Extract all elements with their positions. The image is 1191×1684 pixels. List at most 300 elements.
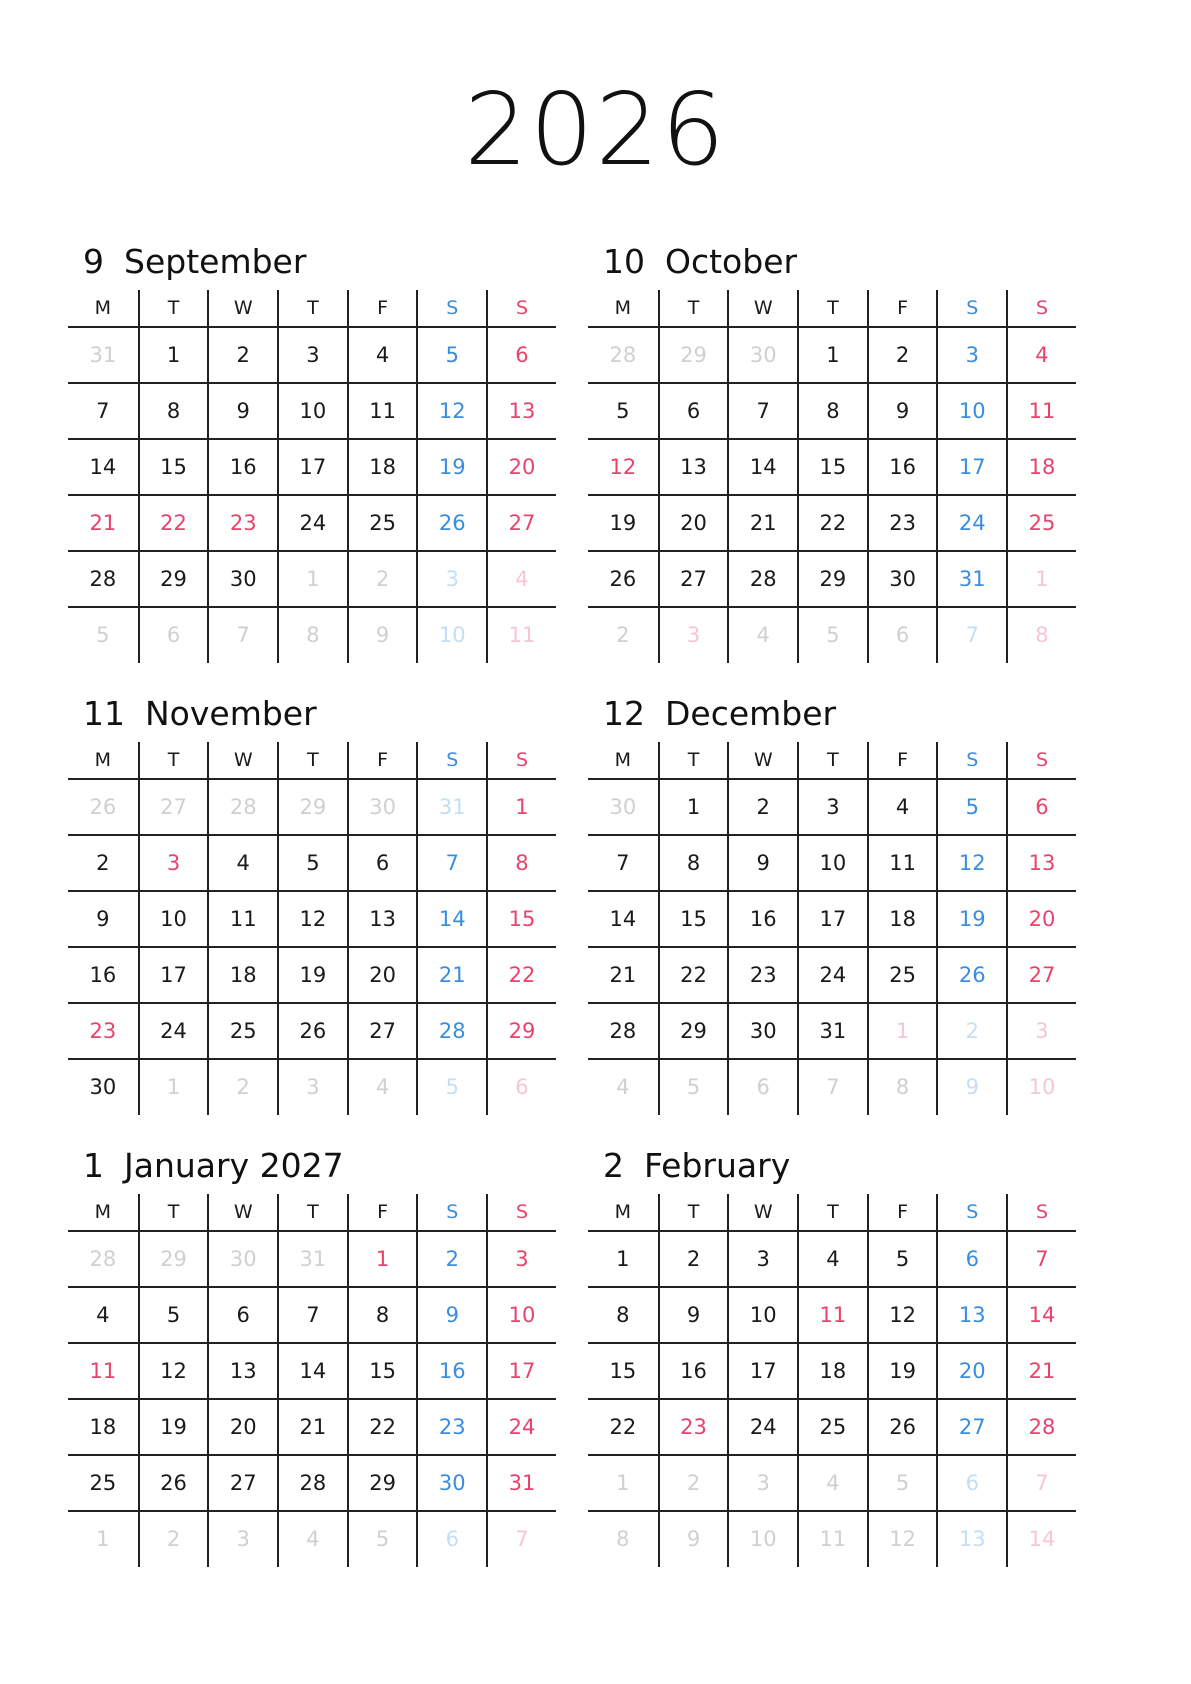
- day-cell: 17: [797, 892, 867, 946]
- day-cell: 4: [207, 836, 277, 890]
- day-cell: 14: [1006, 1288, 1076, 1342]
- week-row: [588, 496, 1076, 552]
- day-cell: 5: [867, 1456, 937, 1510]
- weekday-label: S: [486, 290, 556, 326]
- day-cell: 19: [277, 948, 347, 1002]
- day-cell: 23: [867, 496, 937, 550]
- day-cell: 31: [89, 343, 117, 367]
- day-cell: 12: [277, 892, 347, 946]
- day-cell: 2: [936, 1004, 1006, 1058]
- day-cell: 16: [89, 963, 117, 987]
- weekday-label: S: [936, 742, 1006, 778]
- week-row: [68, 1512, 556, 1567]
- day-cell: 12: [138, 1344, 208, 1398]
- weekday-label: S: [416, 1194, 486, 1230]
- day-cell: 1: [138, 328, 208, 382]
- day-cell: 7: [797, 1060, 867, 1115]
- day-cell: 4: [347, 1060, 417, 1115]
- day-cell: 30: [867, 552, 937, 606]
- day-cell: 22: [609, 1415, 637, 1439]
- calendar-grid: [588, 1194, 1076, 1567]
- weekday-label: F: [867, 290, 937, 326]
- day-cell: 10: [936, 384, 1006, 438]
- day-cell: 11: [89, 1359, 117, 1383]
- week-row: [588, 1400, 1076, 1456]
- day-cell: 6: [207, 1288, 277, 1342]
- day-cell: 26: [609, 567, 637, 591]
- day-cell: 22: [347, 1400, 417, 1454]
- day-cell: 29: [277, 780, 347, 834]
- weekday-label: T: [797, 290, 867, 326]
- week-row: [588, 780, 1076, 836]
- week-row: [588, 1288, 1076, 1344]
- day-cell: 31: [277, 1232, 347, 1286]
- weekday-label: T: [277, 290, 347, 326]
- day-cell: 18: [797, 1344, 867, 1398]
- day-cell: 22: [797, 496, 867, 550]
- day-cell: 9: [658, 1512, 728, 1567]
- day-cell: 25: [1006, 496, 1076, 550]
- day-cell: 26: [867, 1400, 937, 1454]
- day-cell: 14: [89, 455, 117, 479]
- day-cell: 22: [658, 948, 728, 1002]
- weekday-label: T: [658, 1194, 728, 1230]
- day-cell: 26: [89, 795, 117, 819]
- day-cell: 30: [727, 328, 797, 382]
- month-header: [83, 1146, 344, 1185]
- day-cell: 23: [727, 948, 797, 1002]
- day-cell: 20: [658, 496, 728, 550]
- day-cell: 12: [609, 455, 637, 479]
- day-cell: 25: [797, 1400, 867, 1454]
- day-cell: 15: [797, 440, 867, 494]
- weekday-label: T: [138, 1194, 208, 1230]
- day-cell: 14: [1006, 1512, 1076, 1567]
- day-cell: 9: [416, 1288, 486, 1342]
- day-cell: 15: [658, 892, 728, 946]
- day-cell: 24: [138, 1004, 208, 1058]
- day-cell: 1: [347, 1232, 417, 1286]
- day-cell: 6: [138, 608, 208, 663]
- weekday-label: W: [727, 1194, 797, 1230]
- day-cell: 6: [867, 608, 937, 663]
- day-cell: 15: [486, 892, 556, 946]
- day-cell: 9: [727, 836, 797, 890]
- day-cell: 24: [277, 496, 347, 550]
- weekday-label: S: [486, 1194, 556, 1230]
- day-cell: 8: [658, 836, 728, 890]
- day-cell: 20: [347, 948, 417, 1002]
- day-cell: 7: [96, 399, 110, 423]
- month-name: November: [145, 694, 317, 733]
- day-cell: 2: [658, 1232, 728, 1286]
- day-cell: 18: [207, 948, 277, 1002]
- day-cell: 10: [1006, 1060, 1076, 1115]
- week-row: [68, 1232, 556, 1288]
- month-number: 9: [83, 242, 104, 281]
- week-row: [588, 1456, 1076, 1512]
- day-cell: 18: [89, 1415, 117, 1439]
- day-cell: 18: [867, 892, 937, 946]
- day-cell: 30: [609, 795, 637, 819]
- day-cell: 7: [277, 1288, 347, 1342]
- day-cell: 8: [616, 1303, 630, 1327]
- day-cell: 10: [138, 892, 208, 946]
- day-cell: 28: [609, 343, 637, 367]
- month-name: February: [644, 1146, 791, 1185]
- day-cell: 6: [347, 836, 417, 890]
- day-cell: 16: [867, 440, 937, 494]
- weekday-header-row: [68, 1194, 556, 1232]
- week-row: [68, 552, 556, 608]
- day-cell: 7: [1006, 1232, 1076, 1286]
- day-cell: 19: [867, 1344, 937, 1398]
- day-cell: 10: [727, 1512, 797, 1567]
- month-number: 10: [603, 242, 645, 281]
- day-cell: 26: [936, 948, 1006, 1002]
- day-cell: 3: [277, 1060, 347, 1115]
- day-cell: 11: [207, 892, 277, 946]
- day-cell: 31: [416, 780, 486, 834]
- weekday-label: T: [797, 1194, 867, 1230]
- month-name: December: [665, 694, 837, 733]
- day-cell: 29: [658, 328, 728, 382]
- calendar-grid: [68, 290, 556, 663]
- day-cell: 24: [486, 1400, 556, 1454]
- week-row: [588, 1232, 1076, 1288]
- day-cell: 4: [867, 780, 937, 834]
- day-cell: 3: [138, 836, 208, 890]
- day-cell: 3: [416, 552, 486, 606]
- week-row: [588, 836, 1076, 892]
- weekday-label: F: [347, 742, 417, 778]
- day-cell: 9: [96, 907, 110, 931]
- weekday-header-row: [68, 742, 556, 780]
- day-cell: 3: [936, 328, 1006, 382]
- day-cell: 11: [347, 384, 417, 438]
- day-cell: 29: [486, 1004, 556, 1058]
- day-cell: 8: [867, 1060, 937, 1115]
- month-header: [83, 694, 317, 733]
- day-cell: 26: [277, 1004, 347, 1058]
- day-cell: 21: [416, 948, 486, 1002]
- day-cell: 23: [416, 1400, 486, 1454]
- day-cell: 24: [727, 1400, 797, 1454]
- day-cell: 30: [207, 1232, 277, 1286]
- day-cell: 19: [609, 511, 637, 535]
- day-cell: 27: [138, 780, 208, 834]
- day-cell: 27: [486, 496, 556, 550]
- day-cell: 4: [797, 1232, 867, 1286]
- day-cell: 8: [1006, 608, 1076, 663]
- day-cell: 13: [486, 384, 556, 438]
- weekday-header-row: [588, 1194, 1076, 1232]
- day-cell: 5: [138, 1288, 208, 1342]
- calendar-grid: [68, 742, 556, 1115]
- day-cell: 14: [609, 907, 637, 931]
- day-cell: 3: [1006, 1004, 1076, 1058]
- week-row: [588, 440, 1076, 496]
- day-cell: 5: [96, 623, 110, 647]
- day-cell: 21: [1006, 1344, 1076, 1398]
- day-cell: 7: [727, 384, 797, 438]
- day-cell: 16: [727, 892, 797, 946]
- week-row: [68, 496, 556, 552]
- weekday-label: M: [614, 1201, 632, 1223]
- day-cell: 11: [1006, 384, 1076, 438]
- day-cell: 4: [486, 552, 556, 606]
- month-header: [603, 242, 797, 281]
- day-cell: 26: [138, 1456, 208, 1510]
- day-cell: 3: [727, 1456, 797, 1510]
- day-cell: 27: [1006, 948, 1076, 1002]
- day-cell: 2: [207, 328, 277, 382]
- month-name: September: [124, 242, 307, 281]
- day-cell: 3: [277, 328, 347, 382]
- weekday-header-row: [68, 290, 556, 328]
- week-row: [68, 892, 556, 948]
- day-cell: 12: [936, 836, 1006, 890]
- weekday-label: S: [1006, 742, 1076, 778]
- day-cell: 31: [486, 1456, 556, 1510]
- day-cell: 29: [797, 552, 867, 606]
- day-cell: 17: [486, 1344, 556, 1398]
- month-number: 12: [603, 694, 645, 733]
- day-cell: 28: [727, 552, 797, 606]
- day-cell: 6: [936, 1232, 1006, 1286]
- day-cell: 3: [797, 780, 867, 834]
- day-cell: 9: [658, 1288, 728, 1342]
- weekday-label: T: [658, 290, 728, 326]
- day-cell: 31: [797, 1004, 867, 1058]
- weekday-label: S: [936, 290, 1006, 326]
- week-row: [68, 384, 556, 440]
- day-cell: 6: [1006, 780, 1076, 834]
- day-cell: 12: [867, 1288, 937, 1342]
- day-cell: 27: [347, 1004, 417, 1058]
- month-name: October: [665, 242, 798, 281]
- week-row: [68, 1344, 556, 1400]
- day-cell: 1: [277, 552, 347, 606]
- weekday-label: W: [727, 742, 797, 778]
- day-cell: 1: [96, 1527, 110, 1551]
- day-cell: 13: [1006, 836, 1076, 890]
- week-row: [588, 608, 1076, 663]
- weekday-label: S: [486, 742, 556, 778]
- day-cell: 9: [207, 384, 277, 438]
- week-row: [68, 1456, 556, 1512]
- day-cell: 2: [347, 552, 417, 606]
- day-cell: 10: [277, 384, 347, 438]
- day-cell: 24: [936, 496, 1006, 550]
- day-cell: 3: [658, 608, 728, 663]
- weekday-label: T: [138, 290, 208, 326]
- weekday-label: M: [94, 749, 112, 771]
- day-cell: 1: [1006, 552, 1076, 606]
- day-cell: 25: [89, 1471, 117, 1495]
- day-cell: 18: [347, 440, 417, 494]
- day-cell: 6: [486, 1060, 556, 1115]
- calendar-grid: [588, 742, 1076, 1115]
- day-cell: 23: [89, 1019, 117, 1043]
- weekday-label: T: [658, 742, 728, 778]
- week-row: [588, 1512, 1076, 1567]
- day-cell: 11: [797, 1288, 867, 1342]
- day-cell: 20: [207, 1400, 277, 1454]
- weekday-label: S: [1006, 290, 1076, 326]
- day-cell: 2: [867, 328, 937, 382]
- day-cell: 11: [867, 836, 937, 890]
- weekday-label: T: [138, 742, 208, 778]
- day-cell: 28: [609, 1019, 637, 1043]
- day-cell: 29: [138, 552, 208, 606]
- day-cell: 31: [936, 552, 1006, 606]
- month-name: January 2027: [124, 1146, 344, 1185]
- weekday-label: W: [727, 290, 797, 326]
- week-row: [68, 1060, 556, 1115]
- day-cell: 15: [347, 1344, 417, 1398]
- week-row: [588, 892, 1076, 948]
- day-cell: 28: [416, 1004, 486, 1058]
- day-cell: 14: [727, 440, 797, 494]
- weekday-label: F: [347, 1194, 417, 1230]
- day-cell: 21: [89, 511, 117, 535]
- day-cell: 4: [96, 1303, 110, 1327]
- day-cell: 5: [658, 1060, 728, 1115]
- day-cell: 3: [727, 1232, 797, 1286]
- week-row: [68, 948, 556, 1004]
- day-cell: 25: [867, 948, 937, 1002]
- day-cell: 8: [277, 608, 347, 663]
- calendar-grid: [68, 1194, 556, 1567]
- day-cell: 30: [416, 1456, 486, 1510]
- weekday-label: S: [416, 290, 486, 326]
- day-cell: 5: [416, 1060, 486, 1115]
- week-row: [68, 1400, 556, 1456]
- day-cell: 13: [936, 1288, 1006, 1342]
- day-cell: 8: [138, 384, 208, 438]
- day-cell: 10: [797, 836, 867, 890]
- day-cell: 20: [486, 440, 556, 494]
- day-cell: 10: [486, 1288, 556, 1342]
- day-cell: 17: [727, 1344, 797, 1398]
- week-row: [588, 1004, 1076, 1060]
- weekday-label: T: [277, 1194, 347, 1230]
- day-cell: 4: [727, 608, 797, 663]
- day-cell: 6: [486, 328, 556, 382]
- weekday-label: W: [207, 290, 277, 326]
- day-cell: 6: [416, 1512, 486, 1567]
- day-cell: 4: [797, 1456, 867, 1510]
- month-header: [83, 242, 306, 281]
- week-row: [68, 608, 556, 663]
- day-cell: 1: [138, 1060, 208, 1115]
- week-row: [588, 384, 1076, 440]
- weekday-header-row: [588, 290, 1076, 328]
- day-cell: 18: [1006, 440, 1076, 494]
- day-cell: 11: [486, 608, 556, 663]
- day-cell: 3: [207, 1512, 277, 1567]
- weekday-label: M: [94, 1201, 112, 1223]
- day-cell: 7: [936, 608, 1006, 663]
- day-cell: 7: [207, 608, 277, 663]
- day-cell: 7: [616, 851, 630, 875]
- weekday-label: M: [94, 297, 112, 319]
- day-cell: 16: [416, 1344, 486, 1398]
- weekday-label: F: [867, 1194, 937, 1230]
- day-cell: 1: [616, 1247, 630, 1271]
- day-cell: 17: [277, 440, 347, 494]
- week-row: [588, 552, 1076, 608]
- weekday-label: S: [936, 1194, 1006, 1230]
- week-row: [68, 1004, 556, 1060]
- weekday-label: M: [614, 297, 632, 319]
- day-cell: 17: [138, 948, 208, 1002]
- day-cell: 10: [416, 608, 486, 663]
- day-cell: 1: [658, 780, 728, 834]
- day-cell: 4: [347, 328, 417, 382]
- day-cell: 8: [797, 384, 867, 438]
- day-cell: 30: [207, 552, 277, 606]
- day-cell: 14: [416, 892, 486, 946]
- day-cell: 16: [207, 440, 277, 494]
- day-cell: 25: [347, 496, 417, 550]
- weekday-label: F: [347, 290, 417, 326]
- day-cell: 22: [486, 948, 556, 1002]
- week-row: [68, 440, 556, 496]
- day-cell: 7: [1006, 1456, 1076, 1510]
- day-cell: 1: [616, 1471, 630, 1495]
- day-cell: 29: [347, 1456, 417, 1510]
- weekday-header-row: [588, 742, 1076, 780]
- week-row: [588, 948, 1076, 1004]
- day-cell: 30: [727, 1004, 797, 1058]
- day-cell: 21: [727, 496, 797, 550]
- day-cell: 19: [416, 440, 486, 494]
- day-cell: 13: [347, 892, 417, 946]
- day-cell: 27: [207, 1456, 277, 1510]
- day-cell: 2: [96, 851, 110, 875]
- week-row: [68, 836, 556, 892]
- week-row: [588, 328, 1076, 384]
- day-cell: 27: [936, 1400, 1006, 1454]
- day-cell: 21: [609, 963, 637, 987]
- day-cell: 23: [658, 1400, 728, 1454]
- day-cell: 12: [416, 384, 486, 438]
- day-cell: 6: [658, 384, 728, 438]
- weekday-label: M: [614, 749, 632, 771]
- month-number: 2: [603, 1146, 624, 1185]
- weekday-label: T: [277, 742, 347, 778]
- day-cell: 20: [936, 1344, 1006, 1398]
- day-cell: 28: [89, 1247, 117, 1271]
- day-cell: 9: [936, 1060, 1006, 1115]
- month-header: [603, 694, 836, 733]
- day-cell: 2: [416, 1232, 486, 1286]
- month-number: 1: [83, 1146, 104, 1185]
- day-cell: 5: [277, 836, 347, 890]
- weekday-label: S: [416, 742, 486, 778]
- day-cell: 5: [867, 1232, 937, 1286]
- calendar-grid: [588, 290, 1076, 663]
- weekday-label: T: [797, 742, 867, 778]
- day-cell: 2: [658, 1456, 728, 1510]
- day-cell: 6: [727, 1060, 797, 1115]
- day-cell: 9: [347, 608, 417, 663]
- day-cell: 17: [936, 440, 1006, 494]
- day-cell: 2: [727, 780, 797, 834]
- day-cell: 7: [486, 1512, 556, 1567]
